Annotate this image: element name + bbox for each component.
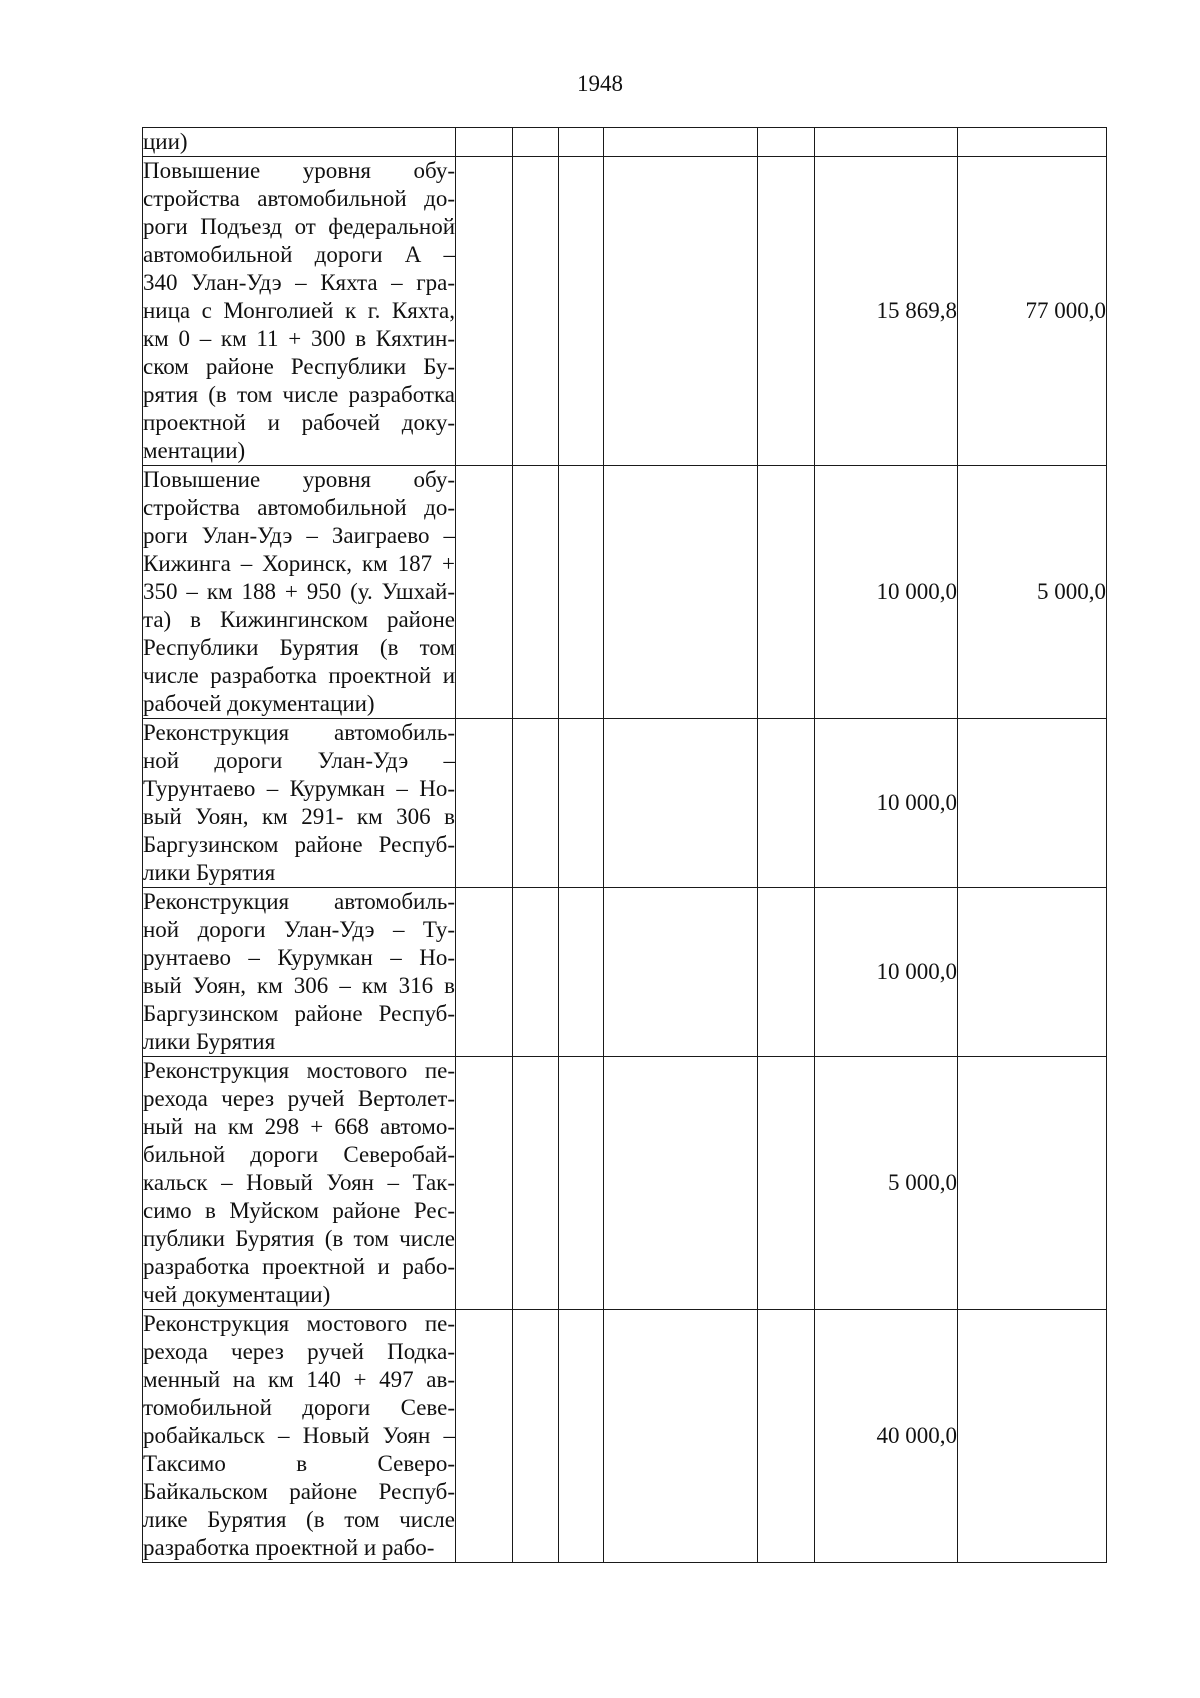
description-line: разработка проектной и рабо- — [143, 1254, 455, 1279]
description-line: рехода через ручей Вертолет- — [143, 1086, 455, 1111]
table-row — [143, 1310, 1107, 1563]
description-line: чей документации) — [143, 1282, 331, 1307]
description-line: роги Улан-Удэ – Заиграево – — [143, 523, 455, 548]
description-line: Байкальском районе Респуб- — [143, 1479, 455, 1504]
empty-cell — [758, 466, 815, 719]
amount-cell-2026 — [958, 1057, 1107, 1310]
amount-cell-2025: 15 869,8 — [815, 157, 958, 466]
empty-cell — [559, 128, 604, 157]
empty-cell — [513, 719, 559, 888]
amount-cell-2025: 40 000,0 — [815, 1310, 958, 1563]
table-row — [143, 1057, 1107, 1310]
empty-cell — [456, 128, 513, 157]
description-line: Турунтаево – Курумкан – Но- — [143, 776, 455, 801]
project-description-cell — [143, 128, 456, 157]
empty-cell — [513, 1310, 559, 1563]
amount-cell-2025: 10 000,0 — [815, 719, 958, 888]
description-line: ментации) — [143, 438, 246, 463]
description-line: томобильной дороги Севе- — [143, 1395, 455, 1420]
description-line: Республики Бурятия (в том — [143, 635, 455, 660]
empty-cell — [604, 157, 758, 466]
description-line: вый Уоян, км 291- км 306 в — [143, 804, 455, 829]
description-line: рехода через ручей Подка- — [143, 1339, 455, 1364]
empty-cell — [559, 157, 604, 466]
amount-cell-2026: 5 000,0 — [958, 466, 1107, 719]
description-line: 340 Улан-Удэ – Кяхта – гра- — [143, 270, 455, 295]
description-line: км 0 – км 11 + 300 в Кяхтин- — [143, 326, 455, 351]
description-line: ной дороги Улан-Удэ – Ту- — [143, 917, 455, 942]
table-row — [143, 128, 1107, 157]
description-line: разработка проектной и рабо- — [143, 1535, 435, 1560]
amount-cell-2026 — [958, 128, 1107, 157]
description-line: Реконструкция автомобиль- — [143, 720, 455, 745]
description-line: 350 – км 188 + 950 (у. Ушхай- — [143, 579, 455, 604]
empty-cell — [456, 466, 513, 719]
empty-cell — [604, 466, 758, 719]
description-line: рунтаево – Курумкан – Но- — [143, 945, 455, 970]
description-line: Повышение уровня обу- — [143, 158, 455, 183]
description-line: бильной дороги Северобай- — [143, 1142, 455, 1167]
empty-cell — [604, 128, 758, 157]
description-line: рятия (в том числе разработка — [143, 382, 455, 407]
project-description-cell — [143, 1057, 456, 1310]
description-line: Реконструкция автомобиль- — [143, 889, 455, 914]
empty-cell — [604, 888, 758, 1057]
empty-cell — [513, 888, 559, 1057]
description-line: роги Подъезд от федеральной — [143, 214, 455, 239]
description-line: Баргузинском районе Респуб- — [143, 1001, 455, 1026]
table-body — [143, 128, 1107, 1563]
project-description-cell — [143, 888, 456, 1057]
description-line: вый Уоян, км 306 – км 316 в — [143, 973, 455, 998]
budget-table — [142, 127, 1107, 1563]
description-line: симо в Муйском районе Рес- — [143, 1198, 455, 1223]
table-row — [143, 888, 1107, 1057]
description-line: лики Бурятия — [143, 1029, 276, 1054]
description-line: публики Бурятия (в том числе — [143, 1226, 455, 1251]
description-line: стройства автомобильной до- — [143, 495, 455, 520]
empty-cell — [456, 1057, 513, 1310]
amount-cell-2025: 10 000,0 — [815, 888, 958, 1057]
empty-cell — [513, 157, 559, 466]
description-line: ница с Монголией к г. Кяхта, — [143, 298, 455, 323]
description-line: кальск – Новый Уоян – Так- — [143, 1170, 455, 1195]
empty-cell — [513, 128, 559, 157]
table-row — [143, 719, 1107, 888]
table-row — [143, 466, 1107, 719]
empty-cell — [559, 719, 604, 888]
project-description-cell — [143, 1310, 456, 1563]
empty-cell — [758, 888, 815, 1057]
amount-cell-2026 — [958, 1310, 1107, 1563]
description-line: Реконструкция мостового пе- — [143, 1058, 455, 1083]
description-line: ный на км 298 + 668 автомо- — [143, 1114, 455, 1139]
empty-cell — [604, 1310, 758, 1563]
description-line: стройства автомобильной до- — [143, 186, 455, 211]
empty-cell — [758, 128, 815, 157]
amount-cell-2025: 10 000,0 — [815, 466, 958, 719]
description-line: проектной и рабочей доку- — [143, 410, 455, 435]
amount-cell-2025: 5 000,0 — [815, 1057, 958, 1310]
description-line: ском районе Республики Бу- — [143, 354, 455, 379]
description-line: менный на км 140 + 497 ав- — [143, 1367, 455, 1392]
empty-cell — [456, 888, 513, 1057]
amount-cell-2026: 77 000,0 — [958, 157, 1107, 466]
empty-cell — [559, 888, 604, 1057]
empty-cell — [456, 157, 513, 466]
description-line: Повышение уровня обу- — [143, 467, 455, 492]
amount-cell-2025 — [815, 128, 958, 157]
empty-cell — [559, 466, 604, 719]
empty-cell — [604, 719, 758, 888]
description-line: робайкальск – Новый Уоян – — [143, 1423, 455, 1448]
description-line: та) в Кижингинском районе — [143, 607, 455, 632]
page-number: 1948 — [577, 71, 623, 96]
empty-cell — [604, 1057, 758, 1310]
description-line: Баргузинском районе Респуб- — [143, 832, 455, 857]
empty-cell — [758, 1057, 815, 1310]
description-line: Кижинга – Хоринск, км 187 + — [143, 551, 455, 576]
project-description-cell — [143, 157, 456, 466]
project-description-cell — [143, 719, 456, 888]
description-line: Реконструкция мостового пе- — [143, 1311, 455, 1336]
empty-cell — [456, 719, 513, 888]
empty-cell — [513, 466, 559, 719]
empty-cell — [513, 1057, 559, 1310]
empty-cell — [456, 1310, 513, 1563]
amount-cell-2026 — [958, 888, 1107, 1057]
description-line: ции) — [143, 129, 188, 154]
description-line: рабочей документации) — [143, 691, 375, 716]
description-line: Таксимо в Северо- — [143, 1451, 455, 1476]
amount-cell-2026 — [958, 719, 1107, 888]
description-line: автомобильной дороги А – — [143, 242, 455, 267]
description-line: числе разработка проектной и — [143, 663, 455, 688]
empty-cell — [559, 1310, 604, 1563]
table-row — [143, 157, 1107, 466]
description-line: лики Бурятия — [143, 860, 276, 885]
empty-cell — [559, 1057, 604, 1310]
empty-cell — [758, 719, 815, 888]
description-line: ной дороги Улан-Удэ – — [143, 748, 455, 773]
project-description-cell — [143, 466, 456, 719]
description-line: лике Бурятия (в том числе — [143, 1507, 455, 1532]
empty-cell — [758, 157, 815, 466]
empty-cell — [758, 1310, 815, 1563]
